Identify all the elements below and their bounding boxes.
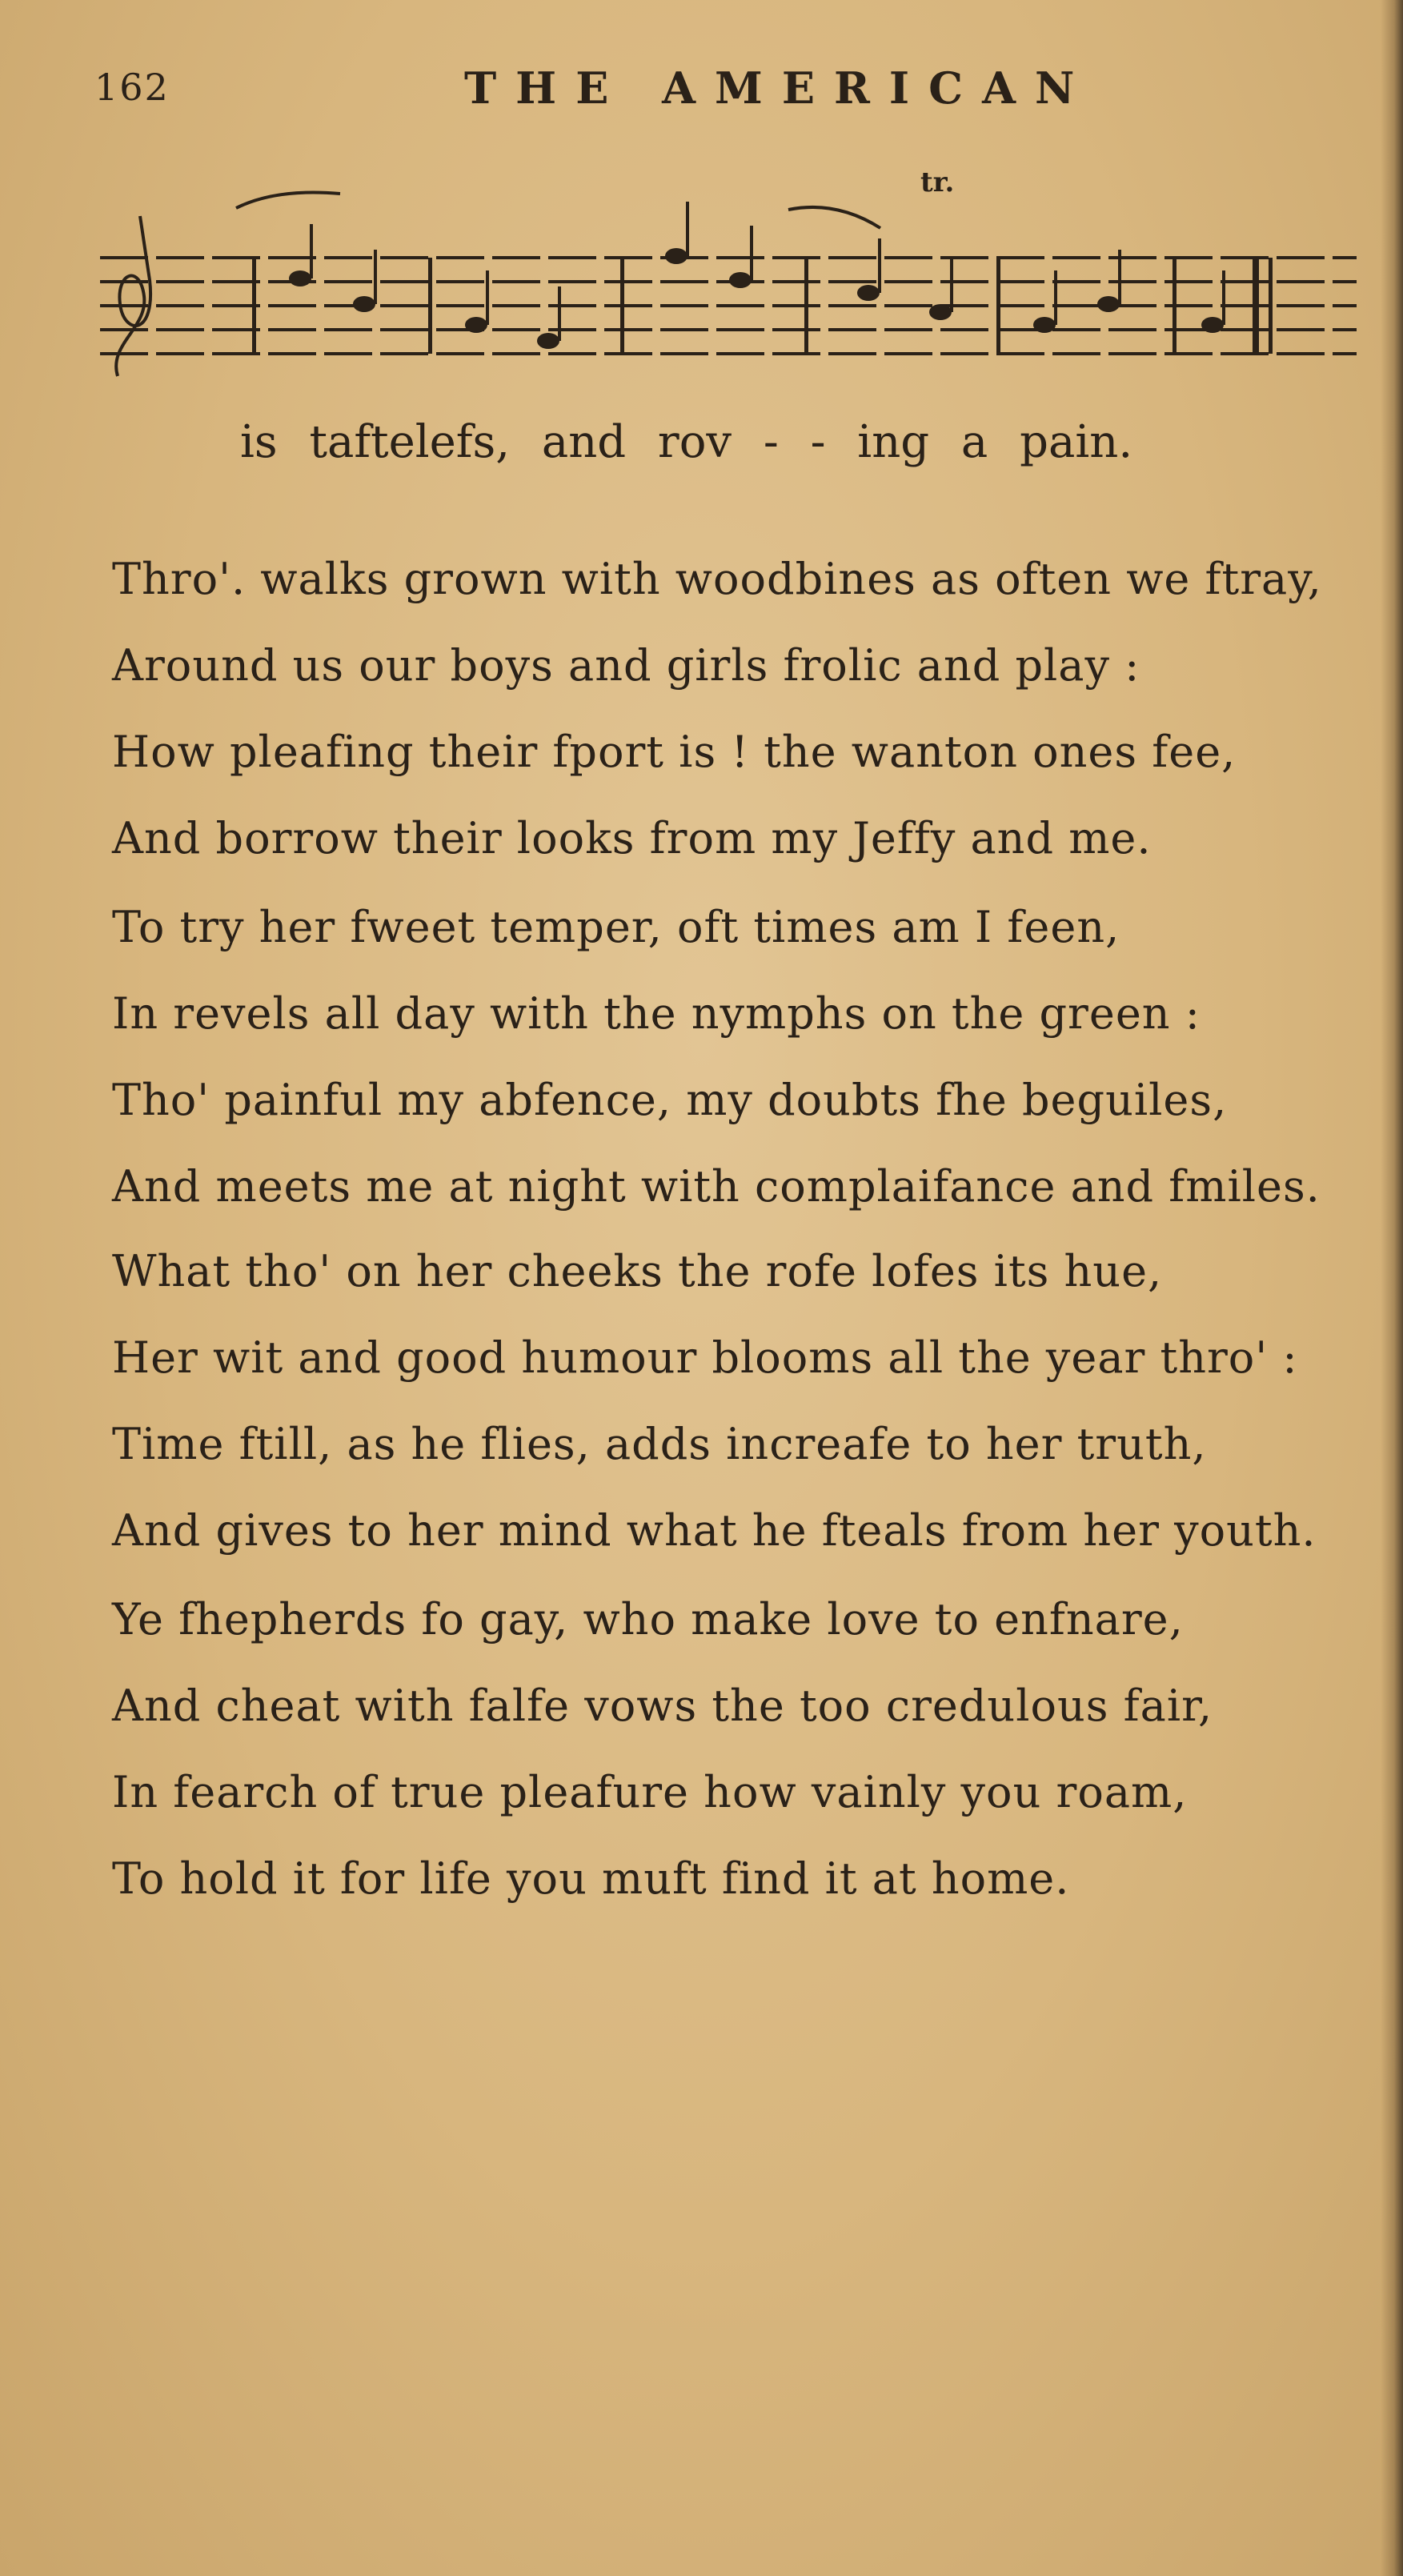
verse-line: And gives to her mind what he fteals from her youth. xyxy=(112,1505,1317,1556)
running-head: THE AMERICAN xyxy=(464,62,1094,114)
note-stem xyxy=(558,286,561,341)
note-stem xyxy=(310,224,313,278)
verse-line: What tho' on her cheeks the rofe lofes its hue, xyxy=(112,1246,1163,1296)
note-head xyxy=(729,272,752,288)
note-stem xyxy=(486,270,489,325)
note-stem xyxy=(950,258,953,312)
verse-line: And borrow their looks from my Jeffy and me. xyxy=(112,813,1152,863)
bar-line xyxy=(252,258,256,354)
verse-line: To hold it for life you muft find it at home. xyxy=(112,1853,1070,1904)
slur xyxy=(788,207,880,228)
stanza-3 xyxy=(112,1228,1377,1574)
note-stem xyxy=(686,202,689,256)
trill-mark: tr. xyxy=(920,166,955,198)
note-stem xyxy=(878,238,881,293)
bar-line xyxy=(804,258,808,354)
bar-line xyxy=(1173,258,1177,354)
verse-line: Time ftill, as he flies, adds increafe to her truth, xyxy=(112,1419,1207,1469)
stanza-4 xyxy=(112,1576,1377,1922)
bar-line xyxy=(996,258,1000,354)
note-head xyxy=(289,270,311,286)
lyric-line: is taftelefs, and rov - - ing a pain. xyxy=(240,416,1133,468)
page-edge-shadow xyxy=(1381,0,1403,2576)
verse-line: Ye fhepherds fo gay, who make love to enfnare, xyxy=(112,1594,1184,1645)
verse-line: In revels all day with the nymphs on the green : xyxy=(112,988,1201,1039)
verse-line: In fearch of true pleafure how vainly you roam, xyxy=(112,1767,1188,1817)
note-head xyxy=(465,317,487,333)
note-head xyxy=(1097,296,1120,312)
bar-line xyxy=(1253,258,1259,354)
note-head xyxy=(353,296,375,312)
verse-line: How pleafing their fport is ! the wanton ones fee, xyxy=(112,727,1237,777)
note-head xyxy=(1033,317,1056,333)
note-head xyxy=(537,333,559,349)
page-number: 162 xyxy=(94,66,170,109)
stanza-2 xyxy=(112,884,1377,1230)
note-head xyxy=(1201,317,1224,333)
verse-line: And cheat with falfe vows the too credulous fair, xyxy=(112,1681,1213,1731)
verse-line: Around us our boys and girls frolic and play : xyxy=(112,640,1140,691)
note-head xyxy=(929,304,952,320)
verse-line: To try her fweet temper, oft times am I feen, xyxy=(112,902,1120,952)
verse-line: Her wit and good humour blooms all the year thro' : xyxy=(112,1332,1298,1383)
note-stem xyxy=(1222,270,1225,325)
note-stem xyxy=(1054,270,1057,325)
note-head xyxy=(857,285,880,301)
bar-line xyxy=(620,258,624,354)
note-stem xyxy=(374,250,377,304)
note-head xyxy=(665,248,687,264)
slur xyxy=(236,192,340,208)
verse-line: Thro'. walks grown with woodbines as often we ftray, xyxy=(112,554,1322,604)
music-staff xyxy=(100,184,1357,408)
verse-line: And meets me at night with complaifance and fmiles. xyxy=(112,1161,1321,1212)
stanza-1 xyxy=(112,536,1377,882)
note-stem xyxy=(750,226,753,280)
bar-line xyxy=(1269,258,1273,354)
note-stem xyxy=(1118,250,1121,304)
verse-line: Tho' painful my abfence, my doubts fhe beguiles, xyxy=(112,1075,1228,1125)
bar-line xyxy=(428,258,432,354)
